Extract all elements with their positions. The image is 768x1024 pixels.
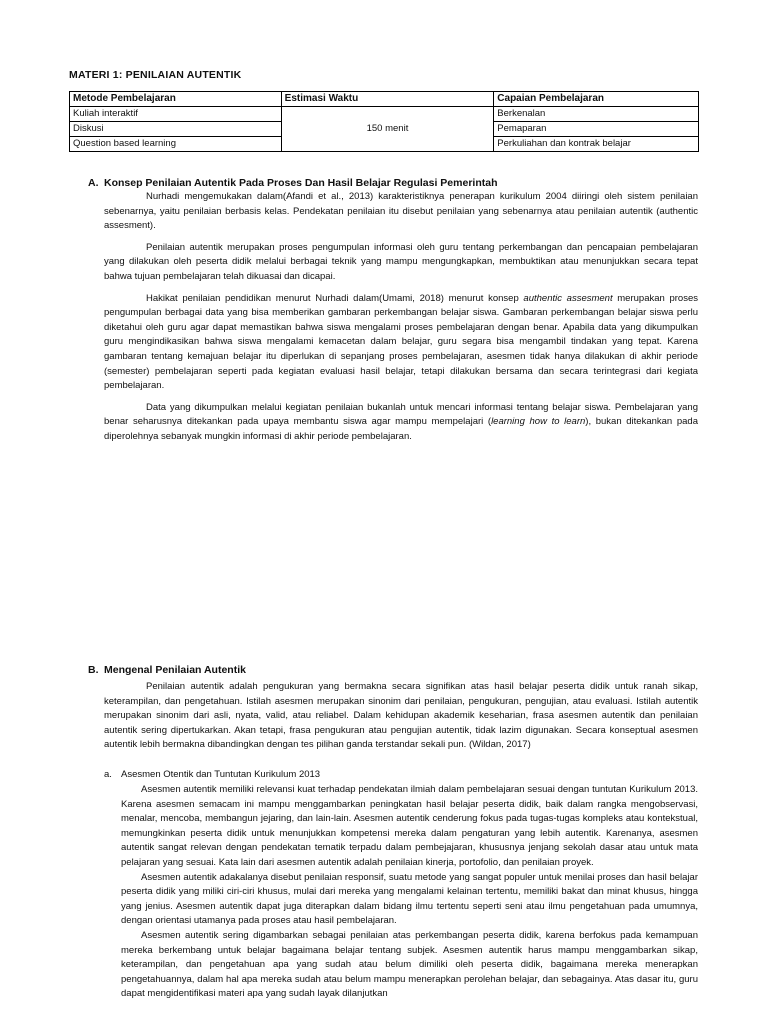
section-b-heading — [88, 664, 246, 676]
table-cell-capaian: Pemaparan — [494, 122, 699, 137]
section-b-title: Mengenal Penilaian Autentik — [104, 664, 246, 676]
paragraph: Asesmen autentik adakalanya disebut penilaian responsif, suatu metode yang sangat populer untuk menilai proses dan hasil belajar peserta didik yang miliki ciri-ciri khusus, mulai dari mereka yang mengalami kelainan tertentu, memiliki bakat dan minat khusus, hingga yang jenius. Asesmen autentik dapat juga diterapkan dalam bidang ilmu tertentu seperti seni atau ilmu pengetahuan pada umumnya, dengan orientasi utamanya pada proses atau hasil pembelajaran. — [121, 871, 698, 927]
table-cell-metode: Kuliah interaktif — [70, 107, 282, 122]
table-cell-metode: Question based learning — [70, 137, 282, 152]
table-cell-capaian: Berkenalan — [494, 107, 699, 122]
paragraph: Penilaian autentik merupakan proses pengumpulan informasi oleh guru tentang perkembangan dan pencapaian pembelajaran yang dilakukan oleh peserta didik melalui berbagai teknik yang mampu mengungkapkan, membuktikan atau menunjukkan secara tepat bahwa tujuan pembelajaran telah dikuasai dan dicapai. — [104, 241, 698, 282]
learning-method-table — [69, 91, 699, 152]
section-a-letter: A. — [88, 177, 99, 189]
paragraph: Penilaian autentik adalah pengukuran yang bermakna secara signifikan atas hasil belajar peserta didik untuk ranah sikap, keterampilan, dan pengetahuan. Istilah asesmen merupakan sinonim dari penilaian, pengukuran, pengujian, atau evaluasi. Istilah autentik merupakan sinonim dari asli, nyata, valid, atau reliabel. Dalam kehidupan akademik keseharian, frasa asesmen autentik dan penilaian autentik sering dipertukarkan. Akan tetapi, frasa pengukuran atau pengujian autentik, tidak lazim digunakan. Secara konseptual asesmen autentik lebih bermakna dibandingkan dengan tes pilihan ganda terstandar sekali pun. (Wildan, 2017) — [104, 681, 698, 751]
paragraph: Asesmen autentik sering digambarkan sebagai penilaian atas perkembangan peserta didik, karena berfokus pada kemampuan mereka berkembang untuk belajar bagaimana belajar tentang subjek. Asesmen autentik harus mampu menggambarkan sikap, keterampilan, dan pengetahuan apa yang sudah atau belum dimiliki oleh peserta didik, bagaimana mereka menerapkan pengetahuannya, dalam hal apa mereka sudah atau belum mampu menerapkan perolehan belajar, dan sebagainya. Atas dasar itu, guru dapat mengidentifikasi materi apa yang sudah layak dilanjutkan — [121, 929, 698, 1000]
section-b-letter: B. — [88, 664, 99, 676]
table-header: Capaian Pembelajaran — [494, 92, 699, 107]
section-b-body — [104, 680, 698, 753]
table-header: Estimasi Waktu — [281, 92, 494, 107]
table-header-row — [70, 92, 699, 107]
section-a-body — [104, 190, 698, 452]
subsection-a-heading — [104, 768, 320, 783]
table-row — [70, 107, 699, 122]
paragraph: Hakikat penilaian pendidikan menurut Nurhadi dalam(Umami, 2018) menurut konsep authentic assesment merupakan proses pengumpulan berbagai data yang bisa memberikan gambaran perkembangan belajar siswa. Gambaran perkembangan belajar siswa perlu diketahui oleh guru agar dapat memastikan bahwa siswa mengalami proses pembelajaran dengan benar. Apabila data yang dikumpulkan guru mengindikasikan bahwa siswa mengalami kemacetan dalam belajar, guru segara bisa mengambil tindakan yang tepat. Karena gambaran tentang kemajuan belajar itu diperlukan di sepanjang proses pembelajaran, asesmen tidak hanya dilakukan di akhir periode (semester) pembelajaran seperti pada kegiatan evaluasi hasil belajar, tetapi dilakukan bersama dan secara terintegrasi dari kegiata pembelajaran. — [104, 292, 698, 392]
table-cell-estimasi: 150 menit — [281, 107, 494, 152]
subsection-a-body — [121, 783, 698, 1002]
paragraph: Asesmen autentik memiliki relevansi kuat terhadap pendekatan ilmiah dalam pembelajaran sesuai dengan tuntutan Kurikulum 2013. Karena asesmen semacam ini mampu menggambarkan peningkatan hasil belajar peserta didik, baik dalam rangka mengobservasi, menalar, mencoba, membangun jejaring, dan lain-lain. Asesmen autentik cenderung fokus pada tugas-tugas kompleks atau kontekstual, memungkinkan peserta didik untuk menunjukkan kompetensi mereka dalam pengaturan yang lebih autentik. Karenanya, asesmen autentik sangat relevan dengan pendekatan tematik terpadu dalam pembejajaran, khususnya jenjang sekolah dasar atau untuk mata pelajaran yang sesuai. Kata lain dari asesmen autentik adalah penilaian kinerja, portofolio, dan penilaian proyek. — [121, 784, 698, 868]
section-a-heading — [88, 177, 498, 189]
table-cell-capaian: Perkuliahan dan kontrak belajar — [494, 137, 699, 152]
paragraph: Data yang dikumpulkan melalui kegiatan penilaian bukanlah untuk mencari informasi tentang belajar siswa. Pembelajaran yang benar seharusnya ditekankan pada upaya membantu siswa agar mampu mempelajari (learning how to learn), bukan ditekankan pada diperolehnya sebanyak mungkin informasi di akhir periode pembelajaran. — [104, 401, 698, 442]
table-header: Metode Pembelajaran — [70, 92, 282, 107]
subsection-a-marker: a. — [104, 769, 112, 780]
table-cell-metode: Diskusi — [70, 122, 282, 137]
paragraph: Nurhadi mengemukakan dalam(Afandi et al., 2013) karakteristiknya penerapan kurikulum 2004 diiringi oleh sistem penilaian sebenarnya, yaitu penilaian berbasis kelas. Pendekatan penilaian itu disebut penilaian yang sebenarnya atau penilaian autentik (authentic assesment). — [104, 191, 698, 232]
document-title: MATERI 1: PENILAIAN AUTENTIK — [69, 69, 242, 81]
section-a-title: Konsep Penilaian Autentik Pada Proses Dan Hasil Belajar Regulasi Pemerintah — [104, 177, 498, 189]
subsection-a-title: Asesmen Otentik dan Tuntutan Kurikulum 2013 — [121, 769, 321, 780]
